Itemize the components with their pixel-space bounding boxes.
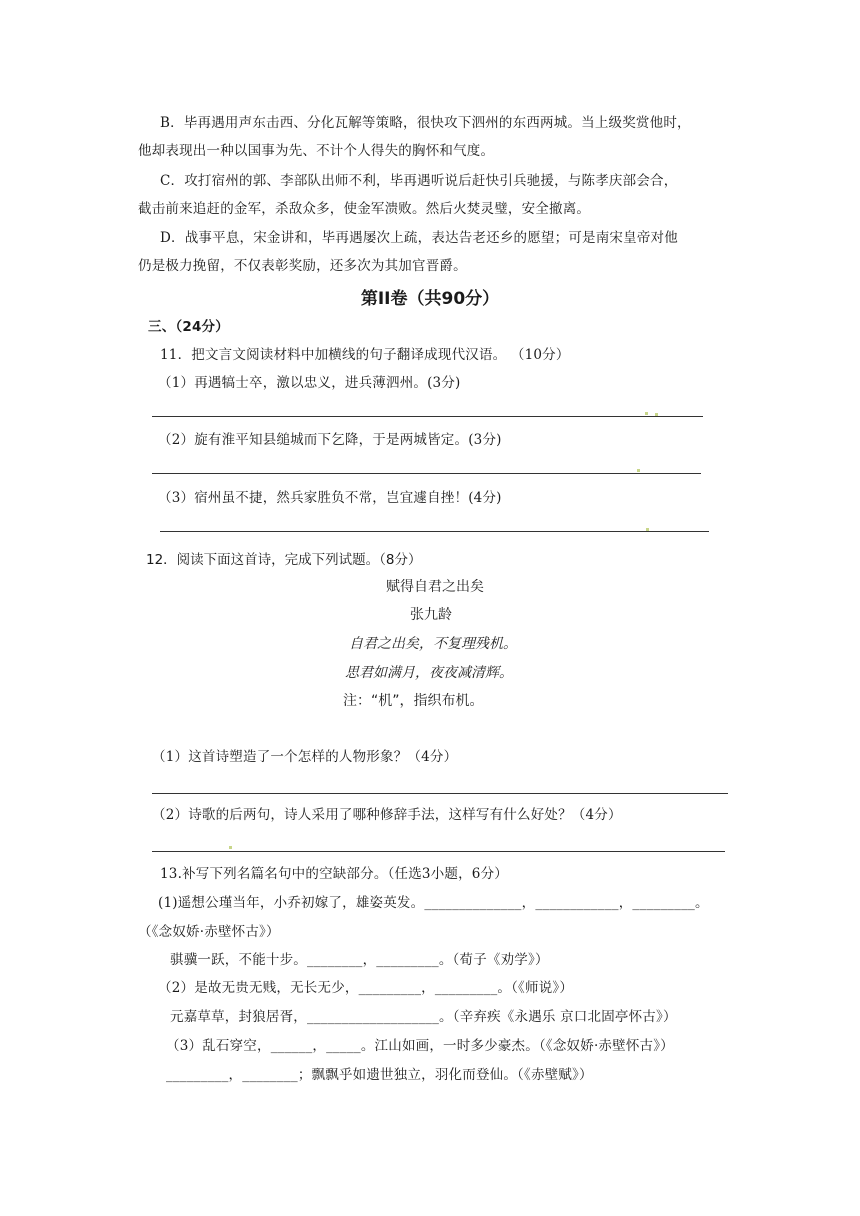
q11-answer-line-3[interactable]: [160, 531, 709, 532]
speck-mark: [646, 528, 649, 531]
option-d-line1: D．战事平息，宋金讲和，毕再遇屡次上疏，表达告老还乡的愿望；可是南宋皇帝对他: [160, 230, 678, 246]
poem-title: 赋得自君之出矣: [386, 579, 484, 595]
q12-part2: （2）诗歌的后两句，诗人采用了哪种修辞手法，这样写有什么好处？（4分）: [152, 807, 622, 823]
q13-line7[interactable]: _________，________；飘飘乎如遗世独立，羽化而登仙。（《赤壁赋》）: [166, 1067, 593, 1083]
q13-line1[interactable]: (1)遥想公瑾当年，小乔初嫁了，雄姿英发。______________，____________，_________。: [158, 895, 709, 911]
speck-mark: [229, 846, 232, 849]
q11-answer-line-2[interactable]: [152, 473, 701, 474]
section-three-heading: 三、（24分）: [148, 319, 229, 335]
speck-mark: [645, 412, 648, 415]
q13-line5[interactable]: 元嘉草草，封狼居胥，___________________。（辛弃疾《永遇乐 京口北固亭怀古》）: [170, 1009, 677, 1025]
option-c-line2: 截击前来追赶的金军，杀敌众多，使金军溃败。然后火焚灵璧，安全撤离。: [138, 201, 591, 217]
q11-part1: （1）再遇犒士卒，激以忠义，进兵薄泗州。(3分): [158, 375, 461, 391]
poem-author: 张九龄: [410, 607, 452, 623]
option-d-line2: 仍是极力挽留，不仅表彰奖励，还多次为其加官晋爵。: [138, 258, 467, 274]
q12-stem: 12．阅读下面这首诗，完成下列试题。（8分）: [146, 552, 422, 568]
poem-note: 注：“机”，指织布机。: [343, 693, 484, 709]
option-c-line1: C．攻打宿州的郭、李部队出师不利，毕再遇听说后赶快引兵驰援，与陈孝庆部会合，: [160, 173, 678, 189]
q13-line2-source: （《念奴娇·赤壁怀古》）: [138, 924, 280, 940]
option-b-line1: B．毕再遇用声东击西、分化瓦解等策略，很快攻下泗州的东西两城。当上级奖赏他时，: [160, 115, 691, 131]
speck-mark: [655, 413, 658, 416]
q11-stem: 11．把文言文阅读材料中加横线的句子翻译成现代汉语。 （10分）: [160, 347, 570, 363]
option-b-line2: 他却表现出一种以国事为先、不计个人得失的胸怀和气度。: [138, 143, 495, 159]
q13-line3[interactable]: 骐骥一跃，不能十步。________，_________。（荀子《劝学》）: [170, 952, 549, 968]
poem-line-2: 思君如满月，夜夜减清辉。: [345, 665, 513, 681]
q11-part2: （2）旋有淮平知县缒城而下乞降，于是两城皆定。(3分): [158, 432, 502, 448]
speck-mark: [637, 469, 640, 472]
q13-line4[interactable]: （2）是故无贵无贱，无长无少，_________，_________。（《师说》）: [158, 980, 574, 996]
q12-part1: （1）这首诗塑造了一个怎样的人物形象？（4分）: [152, 749, 458, 765]
q11-part3: （3）宿州虽不捷，然兵家胜负不常，岂宜遽自挫！(4分): [158, 490, 502, 506]
poem-line-1: 自君之出矣，不复理残机。: [349, 636, 517, 652]
q12-answer-line-2[interactable]: [152, 851, 725, 852]
q13-line6[interactable]: （3）乱石穿空，______，_____。江山如画，一时多少豪杰。（《念奴娇·赤壁怀古》）: [166, 1038, 674, 1054]
q13-stem: 13.补写下列名篇名句中的空缺部分。（任选3小题，6分）: [160, 866, 508, 882]
q11-answer-line-1[interactable]: [152, 416, 703, 417]
section-title: 第II卷（共90分）: [360, 289, 500, 309]
q12-answer-line-1[interactable]: [152, 793, 728, 794]
